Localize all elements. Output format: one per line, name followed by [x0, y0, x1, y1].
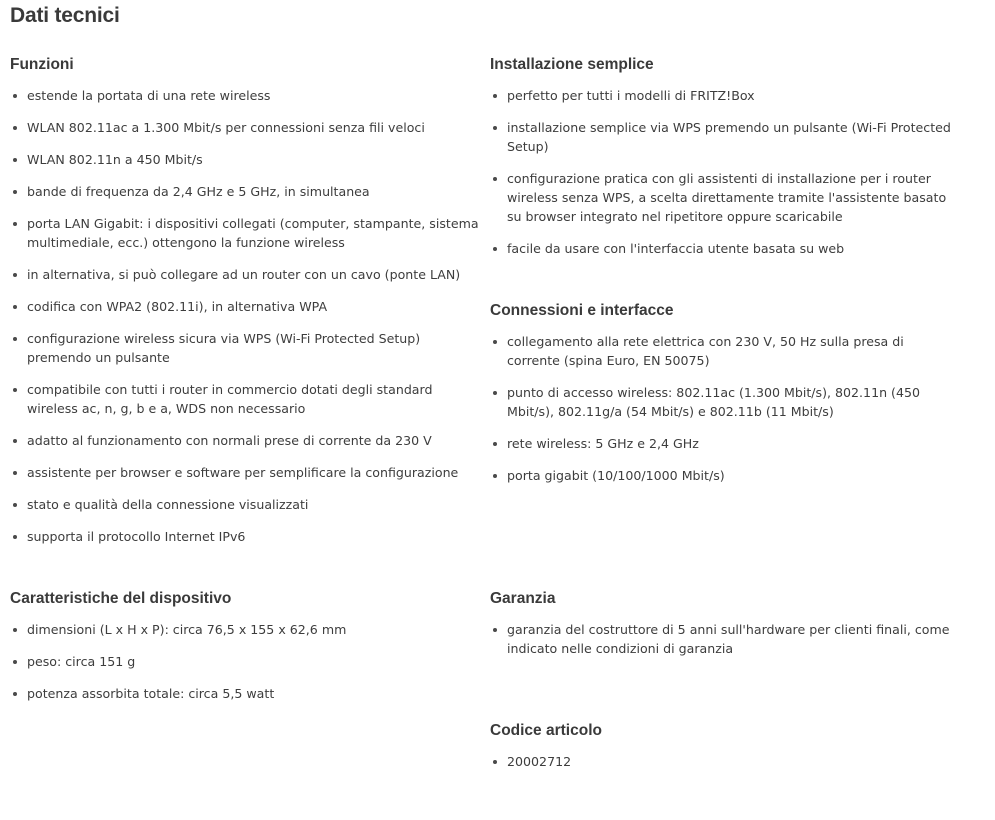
list-item: compatibile con tutti i router in commercio dotati degli standard wireless ac, n, g, b e a, WDS non necessario [10, 380, 480, 418]
list-item: potenza assorbita totale: circa 5,5 watt [10, 684, 480, 703]
page-title: Dati tecnici [10, 4, 120, 27]
list-connessioni [490, 332, 960, 485]
list-item: codifica con WPA2 (802.11i), in alternativa WPA [10, 297, 480, 316]
list-garanzia [490, 620, 960, 658]
section-title-installazione: Installazione semplice [490, 56, 654, 73]
list-item: collegamento alla rete elettrica con 230 V, 50 Hz sulla presa di corrente (spina Euro, EN 50075) [490, 332, 960, 370]
list-item: facile da usare con l'interfaccia utente basata su web [490, 239, 960, 258]
section-title-connessioni: Connessioni e interfacce [490, 302, 674, 319]
list-item: peso: circa 151 g [10, 652, 480, 671]
list-item: garanzia del costruttore di 5 anni sull'hardware per clienti finali, come indicato nelle condizioni di garanzia [490, 620, 960, 658]
list-item: rete wireless: 5 GHz e 2,4 GHz [490, 434, 960, 453]
section-installazione [490, 54, 960, 271]
list-item: stato e qualità della connessione visualizzati [10, 495, 480, 514]
section-garanzia [490, 588, 960, 671]
list-item: assistente per browser e software per semplificare la configurazione [10, 463, 480, 482]
list-funzioni [10, 86, 480, 546]
section-funzioni [10, 54, 480, 559]
section-title-caratteristiche: Caratteristiche del dispositivo [10, 590, 232, 607]
list-item: WLAN 802.11ac a 1.300 Mbit/s per connessioni senza fili veloci [10, 118, 480, 137]
list-item: porta LAN Gigabit: i dispositivi collegati (computer, stampante, sistema multimediale, ecc.) ottengono la funzione wireless [10, 214, 480, 252]
list-item: in alternativa, si può collegare ad un router con un cavo (ponte LAN) [10, 265, 480, 284]
section-caratteristiche [10, 588, 480, 716]
list-item: 20002712 [490, 752, 960, 771]
section-connessioni [490, 300, 960, 498]
section-title-codice-articolo: Codice articolo [490, 722, 602, 739]
list-caratteristiche [10, 620, 480, 703]
list-item: WLAN 802.11n a 450 Mbit/s [10, 150, 480, 169]
list-item: punto di accesso wireless: 802.11ac (1.300 Mbit/s), 802.11n (450 Mbit/s), 802.11g/a (54 Mbit/s) e 802.11b (11 Mbit/s) [490, 383, 960, 421]
list-item: dimensioni (L x H x P): circa 76,5 x 155 x 62,6 mm [10, 620, 480, 639]
section-title-garanzia: Garanzia [490, 590, 556, 607]
section-title-funzioni: Funzioni [10, 56, 74, 73]
list-item: bande di frequenza da 2,4 GHz e 5 GHz, in simultanea [10, 182, 480, 201]
list-item: estende la portata di una rete wireless [10, 86, 480, 105]
list-item: configurazione wireless sicura via WPS (Wi-Fi Protected Setup) premendo un pulsante [10, 329, 480, 367]
list-item: perfetto per tutti i modelli di FRITZ!Box [490, 86, 960, 105]
list-item: configurazione pratica con gli assistenti di installazione per i router wireless senza WPS, a scelta direttamente tramite l'assistente basato su browser integrato nel ripetitore oppure scaricabile [490, 169, 960, 226]
list-item: supporta il protocollo Internet IPv6 [10, 527, 480, 546]
list-installazione [490, 86, 960, 258]
list-codice-articolo [490, 752, 960, 771]
list-item: installazione semplice via WPS premendo un pulsante (Wi-Fi Protected Setup) [490, 118, 960, 156]
list-item: porta gigabit (10/100/1000 Mbit/s) [490, 466, 960, 485]
list-item: adatto al funzionamento con normali prese di corrente da 230 V [10, 431, 480, 450]
section-codice-articolo [490, 720, 960, 784]
